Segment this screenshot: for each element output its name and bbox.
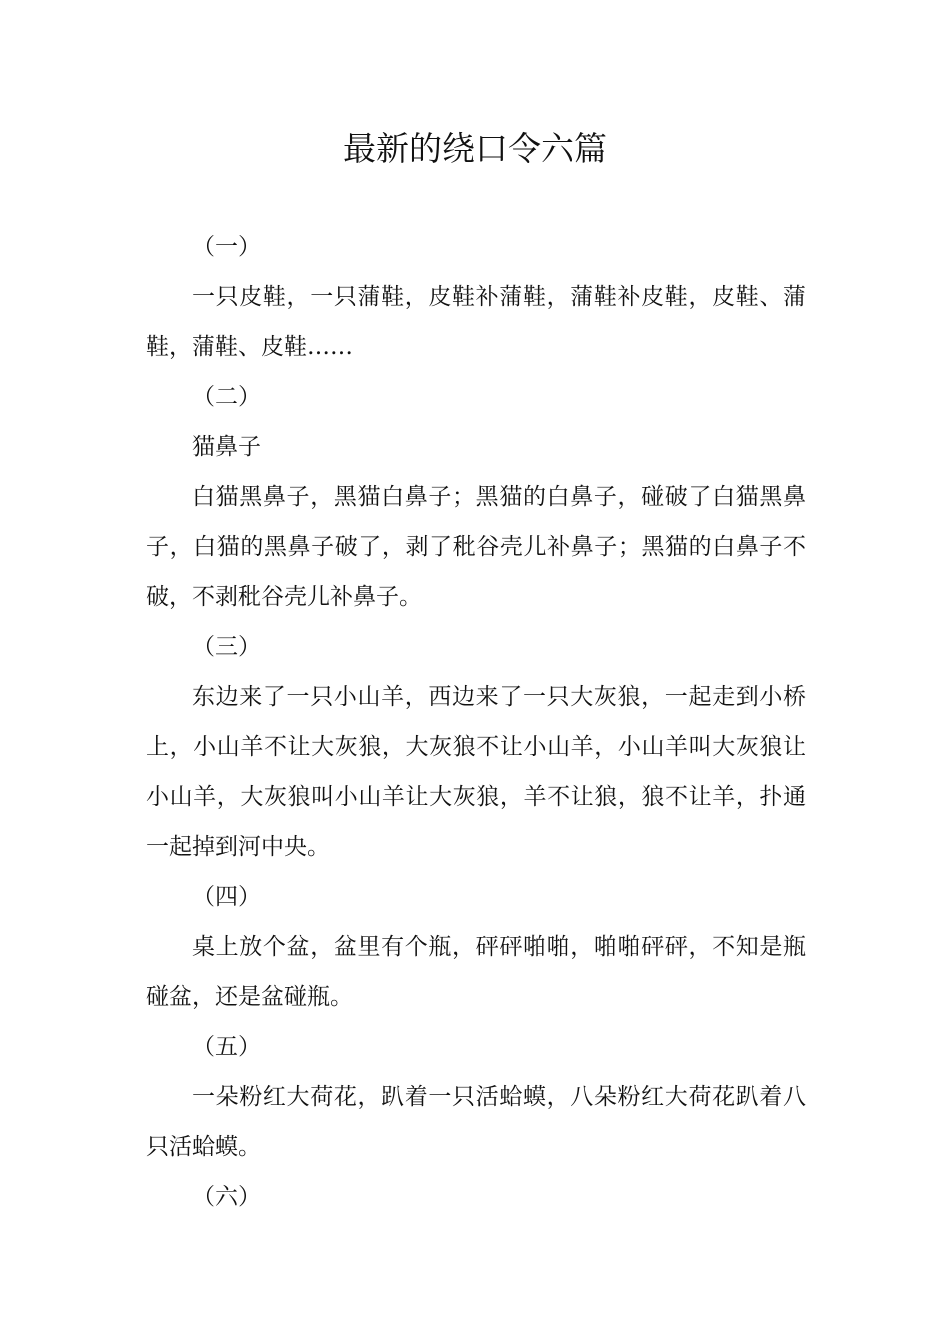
section-label-6: （六） [192, 1184, 261, 1210]
section-5-paragraph: 一朵粉红大荷花，趴着一只活蛤蟆，八朵粉红大荷花趴着八只活蛤蟆。 [146, 1084, 806, 1160]
section-1-paragraph: 一只皮鞋，一只蒲鞋，皮鞋补蒲鞋，蒲鞋补皮鞋，皮鞋、蒲鞋，蒲鞋、皮鞋…… [146, 284, 806, 360]
section-2-paragraph: 白猫黑鼻子，黑猫白鼻子；黑猫的白鼻子，碰破了白猫黑鼻子，白猫的黑鼻子破了，剥了秕谷壳儿补鼻子；黑猫的白鼻子不破，不剥秕谷壳儿补鼻子。 [146, 484, 806, 610]
section-label-2: （二） [192, 384, 261, 410]
document-body [146, 222, 806, 1222]
section-3-paragraph: 东边来了一只小山羊，西边来了一只大灰狼，一起走到小桥上，小山羊不让大灰狼，大灰狼不让小山羊，小山羊叫大灰狼让小山羊，大灰狼叫小山羊让大灰狼，羊不让狼，狼不让羊，扑通一起掉到河中央。 [146, 684, 806, 860]
section-label-3: （三） [192, 634, 261, 660]
section-label-4: （四） [192, 884, 261, 910]
section-label-1: （一） [192, 234, 261, 260]
section-4-paragraph: 桌上放个盆，盆里有个瓶，砰砰啪啪，啪啪砰砰，不知是瓶碰盆，还是盆碰瓶。 [146, 934, 806, 1010]
section-label-5: （五） [192, 1034, 261, 1060]
section-2-subtitle: 猫鼻子 [192, 434, 261, 460]
page-title: 最新的绕口令六篇 [343, 129, 607, 168]
